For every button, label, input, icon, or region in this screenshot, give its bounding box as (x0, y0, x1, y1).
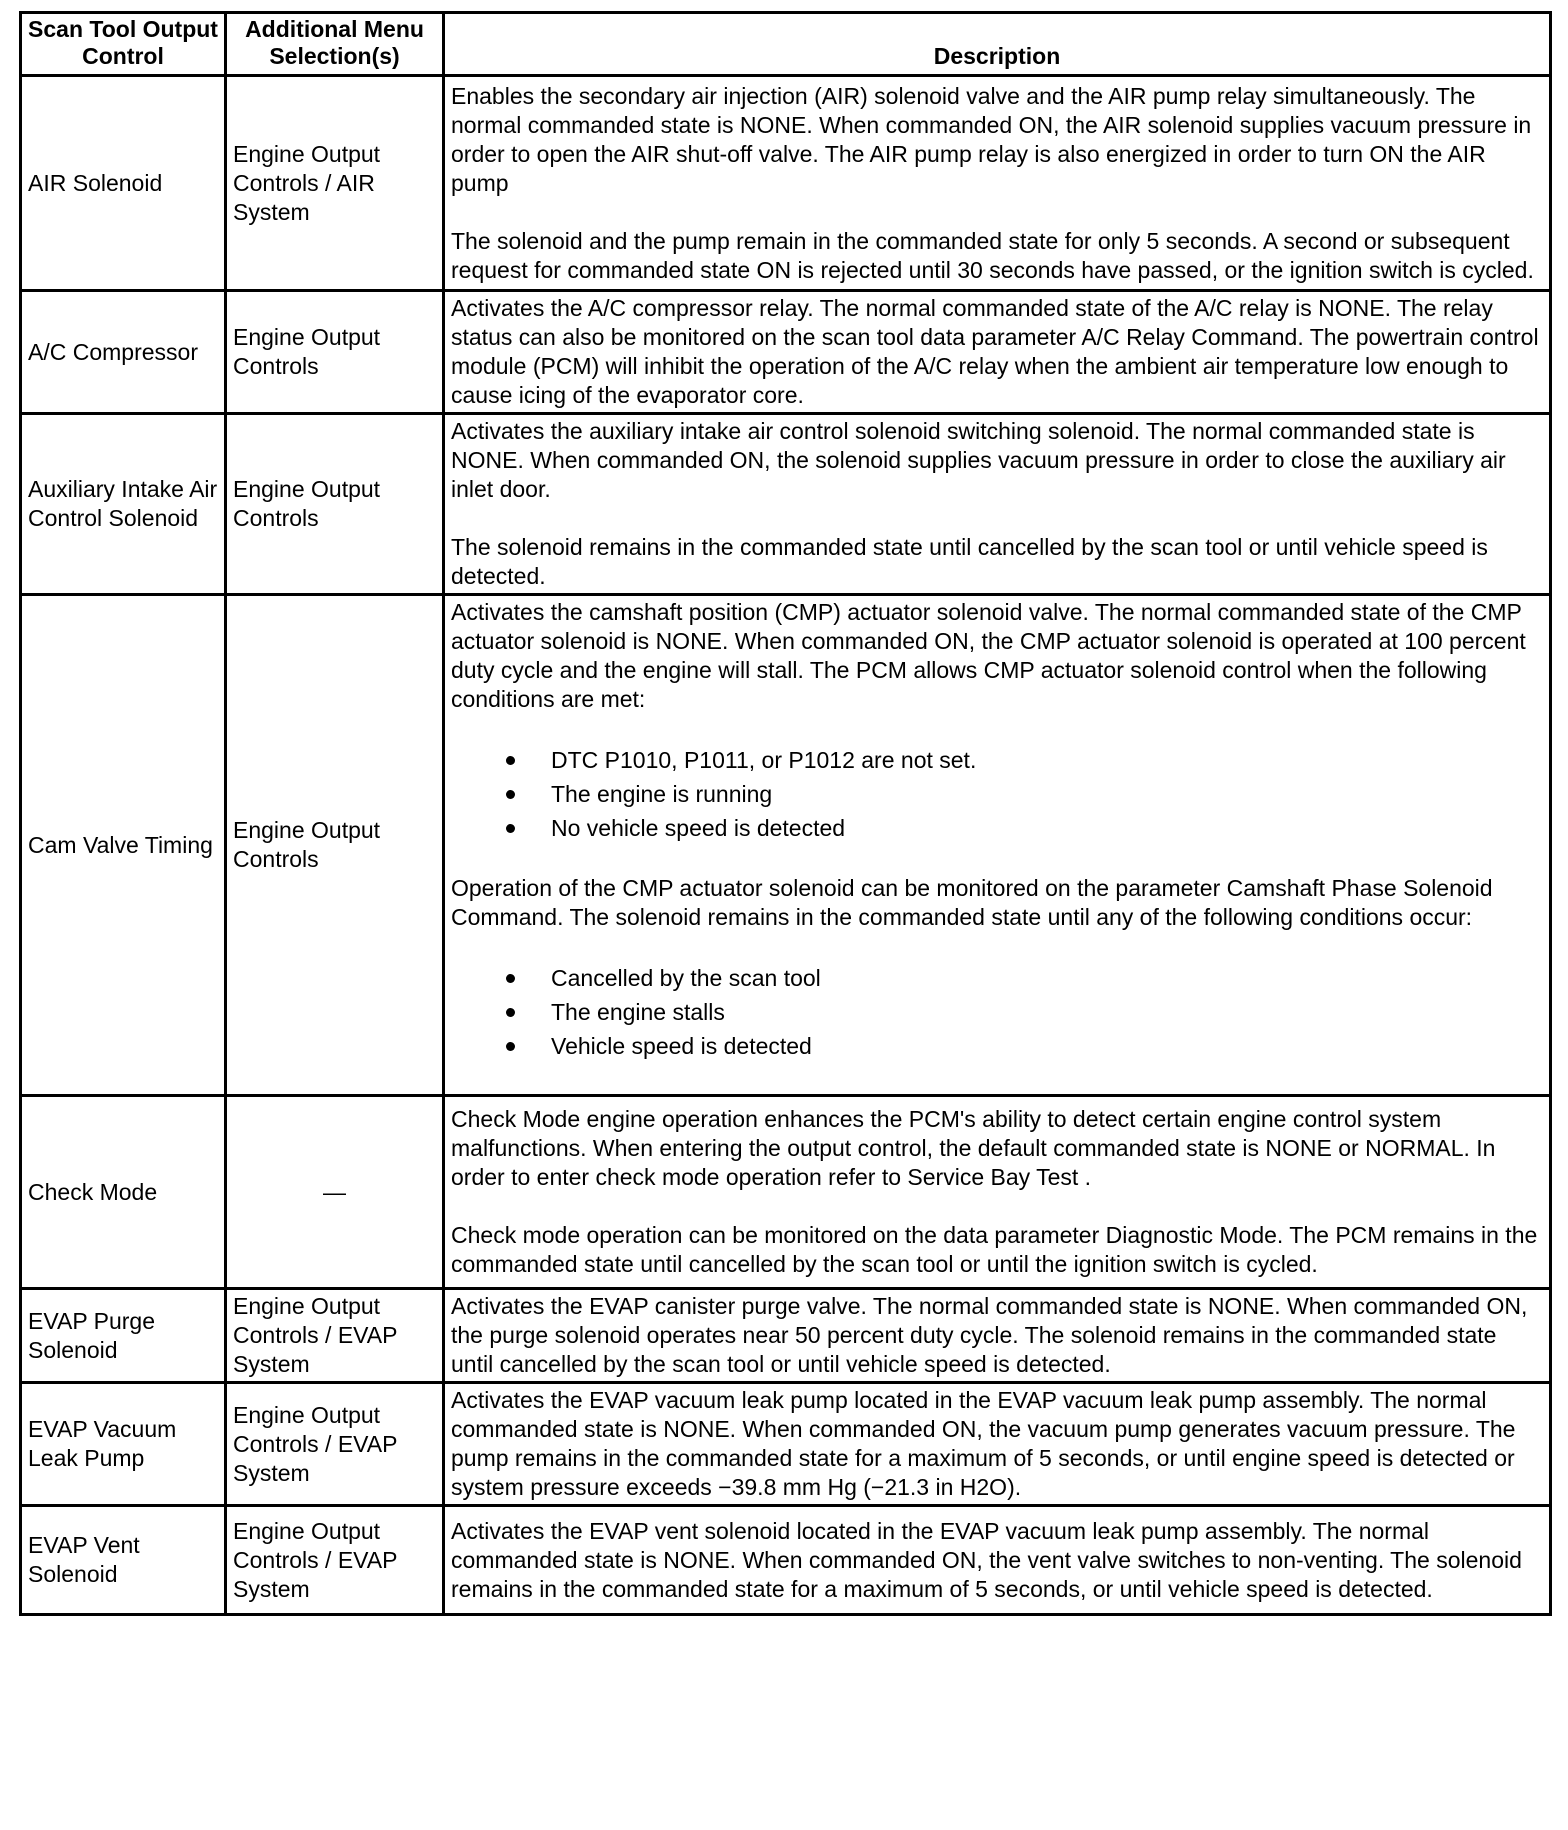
menu-selection: Engine Output Controls / EVAP System (226, 1383, 444, 1506)
table-row (21, 595, 1551, 1096)
header-scan-tool-output-control: Scan Tool Output Control (21, 13, 226, 76)
control-name: A/C Compressor (21, 291, 226, 414)
description (444, 1096, 1551, 1289)
list-item: The engine is running (551, 777, 1543, 811)
list-item: Cancelled by the scan tool (551, 961, 1543, 995)
control-name: AIR Solenoid (21, 76, 226, 291)
description-paragraph: The solenoid and the pump remain in the commanded state for only 5 seconds. A second or subsequent request for commanded state ON is rejected until 30 seconds have passed, or the ignition switch is cycled. (451, 227, 1534, 283)
control-name: EVAP Vent Solenoid (21, 1506, 226, 1615)
control-name: EVAP Purge Solenoid (21, 1289, 226, 1383)
list-item: DTC P1010, P1011, or P1012 are not set. (551, 743, 1543, 777)
control-name: Cam Valve Timing (21, 595, 226, 1096)
list-item: The engine stalls (551, 995, 1543, 1029)
menu-selection: — (226, 1096, 444, 1289)
table-row (21, 414, 1551, 595)
description-paragraph: Enables the secondary air injection (AIR) solenoid valve and the AIR pump relay simultaneously. The normal commanded state is NONE. When commanded ON, the AIR solenoid supplies vacuum pressure in order to open the AIR shut-off valve. The AIR pump relay is also energized in order to turn ON the AIR pump (451, 82, 1532, 196)
header-additional-menu-selections: Additional Menu Selection(s) (226, 13, 444, 76)
description-paragraph: Activates the EVAP vent solenoid located in the EVAP vacuum leak pump assembly. The normal commanded state is NONE. When commanded ON, the vent valve switches to non-venting. The solenoid remains in the commanded state for a maximum of 5 seconds, or until vehicle speed is detected. (451, 1517, 1522, 1602)
output-control-table (19, 11, 1552, 1616)
table-row (21, 1383, 1551, 1506)
table-row (21, 1289, 1551, 1383)
header-description: Description (444, 13, 1551, 76)
control-name: Check Mode (21, 1096, 226, 1289)
description (444, 1506, 1551, 1615)
description-paragraph: Activates the EVAP vacuum leak pump located in the EVAP vacuum leak pump assembly. The normal commanded state is NONE. When commanded ON, the vacuum pump generates vacuum pressure. The pump remains in the commanded state for a maximum of 5 seconds, or until engine speed is detected or system pressure exceeds −39.8 mm Hg (−21.3 in H2O). (451, 1387, 1516, 1500)
description-paragraph: Activates the auxiliary intake air control solenoid switching solenoid. The normal commanded state is NONE. When commanded ON, the solenoid supplies vacuum pressure in order to close the auxiliary air inlet door. (451, 418, 1506, 502)
description (444, 414, 1551, 595)
control-name: Auxiliary Intake Air Control Solenoid (21, 414, 226, 595)
table-row (21, 291, 1551, 414)
menu-selection: Engine Output Controls (226, 595, 444, 1096)
description (444, 291, 1551, 414)
description (444, 595, 1551, 1096)
list-item: No vehicle speed is detected (551, 811, 1543, 845)
table-row (21, 76, 1551, 291)
description (444, 76, 1551, 291)
conditions-list (451, 961, 1543, 1063)
description-paragraph: Operation of the CMP actuator solenoid can be monitored on the parameter Camshaft Phase Solenoid Command. The solenoid remains in the commanded state until any of the following conditions occur: (451, 875, 1493, 930)
menu-selection: Engine Output Controls / EVAP System (226, 1289, 444, 1383)
menu-selection: Engine Output Controls / EVAP System (226, 1506, 444, 1615)
list-item: Vehicle speed is detected (551, 1029, 1543, 1063)
description-paragraph: Activates the A/C compressor relay. The normal commanded state of the A/C relay is NONE. The relay status can also be monitored on the scan tool data parameter A/C Relay Command. The powertrain control module (PCM) will inhibit the operation of the A/C relay when the ambient air temperature low enough to cause icing of the evaporator core. (451, 295, 1539, 408)
header-row (21, 13, 1551, 76)
description-paragraph: Check Mode engine operation enhances the PCM's ability to detect certain engine control system malfunctions. When entering the output control, the default commanded state is NONE or NORMAL. In order to enter check mode operation refer to Service Bay Test . (451, 1106, 1496, 1190)
table-row (21, 1096, 1551, 1289)
table-row (21, 1506, 1551, 1615)
menu-selection: Engine Output Controls (226, 414, 444, 595)
conditions-list (451, 743, 1543, 845)
control-name: EVAP Vacuum Leak Pump (21, 1383, 226, 1506)
description (444, 1289, 1551, 1383)
description-paragraph: The solenoid remains in the commanded state until cancelled by the scan tool or until vehicle speed is detected. (451, 534, 1488, 589)
menu-selection: Engine Output Controls / AIR System (226, 76, 444, 291)
description (444, 1383, 1551, 1506)
description-paragraph: Activates the camshaft position (CMP) actuator solenoid valve. The normal commanded state of the CMP actuator solenoid is NONE. When commanded ON, the CMP actuator solenoid is operated at 100 percent duty cycle and the engine will stall. The PCM allows CMP actuator solenoid control when the following conditions are met: (451, 599, 1526, 712)
description-paragraph: Check mode operation can be monitored on the data parameter Diagnostic Mode. The PCM remains in the commanded state until cancelled by the scan tool or until the ignition switch is cycled. (451, 1222, 1538, 1277)
menu-selection: Engine Output Controls (226, 291, 444, 414)
description-paragraph: Activates the EVAP canister purge valve. The normal commanded state is NONE. When commanded ON, the purge solenoid operates near 50 percent duty cycle. The solenoid remains in the commanded state until cancelled by the scan tool or until vehicle speed is detected. (451, 1293, 1528, 1377)
